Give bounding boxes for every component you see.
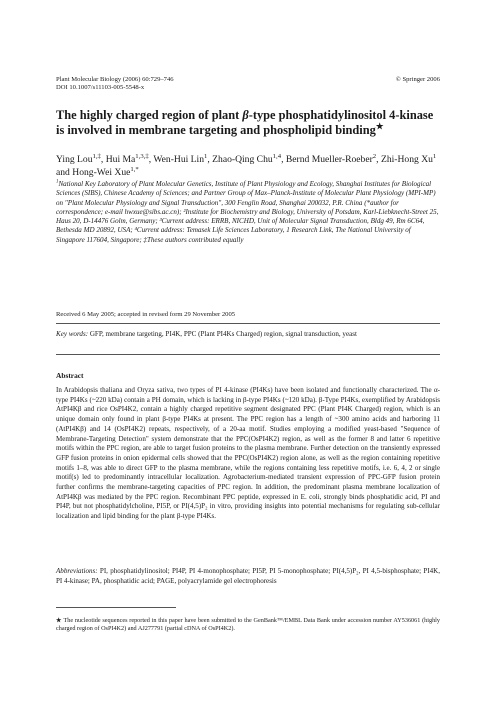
article-title <box>56 108 440 137</box>
keywords <box>56 330 440 340</box>
author: Zhi-Hong Xu <box>380 154 433 165</box>
footnote-star: ★ <box>56 617 62 624</box>
author-sup: 2 <box>372 152 377 160</box>
footnote-rule <box>56 607 176 608</box>
abbreviations-text: PI, phosphatidylinositol; PI4P, PI 4-monophosphate; PI5P, PI 5-monophosphate; PI(4,5)P₂, PI 4,5-bisphosphate; PI4K, PI 4-kinase; PA, phosphatidic acid; PAGE, polyacrylamide gel electrophoresis <box>56 567 441 585</box>
author-sup: 1,4 <box>272 152 282 160</box>
title-text-2: -type phosphatidylinositol 4-kinase is involved in membrane targeting and phospholipid binding <box>56 108 434 137</box>
author: Bernd Mueller-Roeber <box>285 154 373 165</box>
running-header <box>56 76 440 92</box>
affiliation-sup: 1 <box>56 179 59 185</box>
keywords-label: Key words: <box>56 330 89 338</box>
author-sup: 1 <box>204 152 208 160</box>
author-sup: 1 <box>432 152 437 160</box>
journal-citation: Plant Molecular Biology (2006) 60:729–746 <box>56 76 174 83</box>
publisher-copyright: © Springer 2006 <box>395 76 440 83</box>
author-sup: 1,3,‡ <box>135 152 149 160</box>
author-list: Ying Lou$^{1,\ddagger}$, Hui $Ma^{1,3,\ddagger}$, Wen-Hui Lin$^1$, Zhao-Qing Chu$^{1,4}$, Bernd Mueller-Roeber$^2$, Zhi-Hong Xu$^1$ and Hong-Wei Xue$^{1,*}$ <box>56 152 437 178</box>
received-date: Received 6 May 2005; accepted in revised form 29 November 2005 <box>56 311 236 318</box>
author: Wen-Hui Lin <box>153 154 205 165</box>
abstract-text: In Arabidopsis thaliana and Oryza sativa, two types of PI 4-kinase (PI4Ks) have been isolated and functionally characterized. The α-type PI4Ks (~220 kDa) contain a PH domain, which is lacking in β-type PI4Ks (~120 kDa). β-Type PI4Ks, exemplified by Arabidopsis AtPI4Kβ and rice OsPI4K2, contain a highly charged repetitive segment designated PPC (Plant PI4K Charged) region, which is an unique domain only found in plant β-type PI4Ks at present. The PPC region has a length of ~300 amino acids and harboring 11 (AtPI4Kβ) and 14 (OsPI4K2) repeats, respectively, of a 20-aa motif. Studies employing a modified yeast-based "Sequence of Membrane-Targeting Detection" system demonstrate that the PPC(OsPI4K2) region, as well as the former 8 and latter 6 repetitive motifs within the PPC region, are able to target fusion proteins to the plasma membrane. Further detection on the transiently expressed GFP fusion proteins in onion epidermal cells showed that the PPC(OsPI4K2) region alone, as well as the region containing repetitive motifs 1–8, was able to direct GFP to the plasma membrane, while the regions containing less repetitive motifs, i.e. 6, 4, 2 or single motif(s) led to predominantly intracellular localization. Agrobacterium-mediated transient expression of PPC-GFP fusion protein further confirms the membrane-targeting capacities of PPC region. In addition, the predominant plasma membrane localization of AtPI4Kβ was mediated by the PPC region. Recombinant PPC peptide, expressed in E. coli, strongly binds phosphatidic acid, PI and PI4P, but not phosphatidylcholine, PI5P, or PI(4,5)P₂ in vitro, providing insights into potential mechanisms for regulating sub-cellular localization and lipid binding for the plant β-type PI4Ks. <box>56 386 440 521</box>
title-star: ★ <box>375 120 384 131</box>
divider <box>56 354 440 355</box>
author: Hong-Wei Xue <box>72 167 131 178</box>
author: Zhao-Qing Chu <box>212 154 273 165</box>
abstract-heading: Abstract <box>56 371 84 380</box>
footnote-text: The nucleotide sequences reported in this paper have been submitted to the GenBank™/EMBL Data Bank under accession number AY536061 (highly charged region of OsPI4K2) and AJ277791 (partial cDNA of OsPI4K2). <box>56 617 440 633</box>
divider <box>56 323 440 324</box>
author: Hui Ma <box>105 154 136 165</box>
affiliation-text: National Key Laboratory of Plant Molecular Genetics, Institute of Plant Physiology and Ecology, Shanghai Institutes for Biological Sciences (SIBS), Chinese Academy of Sciences; and Partner Group of Max–Planck-Institute of Molecular Plant Physiology (MPI-MP) on "Plant Molecular Physiology and Signal Transduction", 300 Fenglin Road, Shanghai 200032, P.R. China (*author for correspondence; e-mail hwxue@sibs.ac.cn); ²Institute for Biochemistry and Biology, University of Potsdam, Karl-Liebknecht-Street 25, Haus 20, D-14476 Golm, Germany; ³Current address: ERRB, NICHD, Unit of Molecular Signal Transduction, Bldg 49, Rm 6C64, Bethesda MD 20892, USA; ⁴Current address: Temasek Life Sciences Laboratory, 1 Research Link, The National University of Singapore 117604, Singapore; ‡These authors contributed equally <box>56 180 439 244</box>
doi: DOI 10.1007/s11103-005-5548-x <box>56 84 145 91</box>
title-beta: β <box>242 108 249 122</box>
author: Ying Lou <box>56 154 93 165</box>
author-sup: 1,* <box>130 165 139 173</box>
abbreviations <box>56 567 440 586</box>
affiliations <box>56 180 440 245</box>
footnote <box>56 617 440 634</box>
keywords-text: GFP, membrane targeting, PI4K, PPC (Plant PI4Ks Charged) region, signal transduction, yeast <box>89 330 357 338</box>
title-text-1: The highly charged region of plant <box>56 108 243 122</box>
author-sup: 1,‡ <box>92 152 101 160</box>
abbreviations-label: Abbreviations: <box>56 567 98 575</box>
